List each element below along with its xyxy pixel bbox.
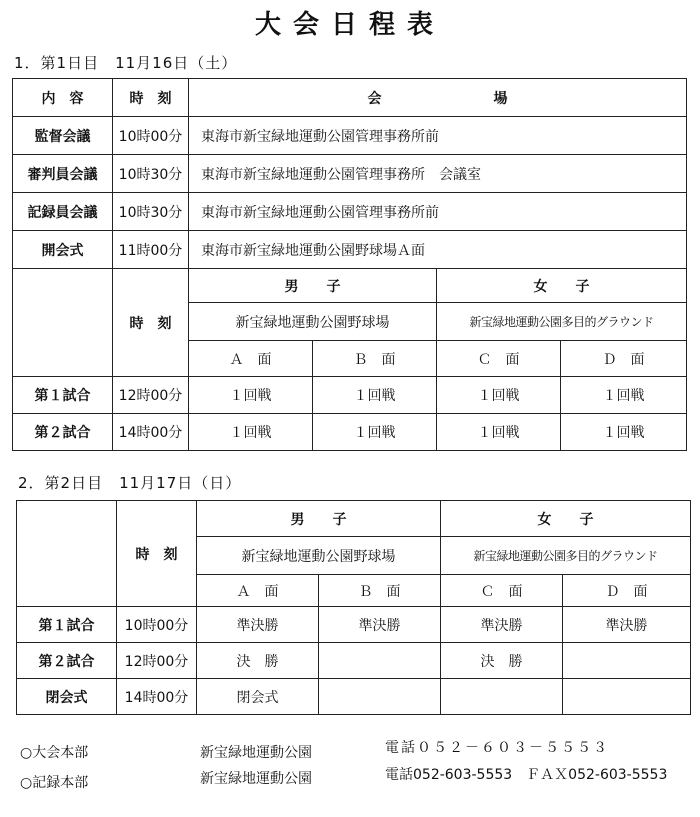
table-row <box>17 679 691 715</box>
game-cell: 準決勝 <box>319 607 441 643</box>
game-cell: １回戦 <box>189 414 313 451</box>
day1-games-gender-row <box>13 269 687 303</box>
game-time: 10時00分 <box>117 607 197 643</box>
day1-header-row <box>13 79 687 117</box>
row-venue: 東海市新宝緑地運動公園管理事務所前 <box>189 193 687 231</box>
table-row <box>13 193 687 231</box>
table-row <box>13 377 687 414</box>
game-cell: 準決勝 <box>563 607 691 643</box>
page-title: 大会日程表 <box>254 10 445 40</box>
day1-heading: 1．第1日目 11月16日（土） <box>14 54 238 72</box>
field-a: Ａ 面 <box>189 341 313 377</box>
day2-schedule-table <box>16 500 691 715</box>
women-venue: 新宝緑地運動公園多目的グラウンド <box>441 537 691 575</box>
game-cell: １回戦 <box>313 414 437 451</box>
men-venue: 新宝緑地運動公園野球場 <box>197 537 441 575</box>
game-time: 12時00分 <box>117 643 197 679</box>
game-cell: 閉会式 <box>197 679 319 715</box>
day2-heading: 2．第2日目 11月17日（日） <box>18 474 242 492</box>
field-c: Ｃ 面 <box>441 575 563 607</box>
game-cell: １回戦 <box>437 377 561 414</box>
day2-games-gender-row <box>17 501 691 537</box>
rec-tel: 電話052-603-5553 ＦＡＸ052-603-5553 <box>385 767 668 783</box>
games-time-label: 時 刻 <box>113 269 189 377</box>
field-c: Ｃ 面 <box>437 341 561 377</box>
header-time: 時 刻 <box>113 79 189 117</box>
field-d: Ｄ 面 <box>563 575 691 607</box>
game-item: 閉会式 <box>17 679 117 715</box>
game-item: 第１試合 <box>17 607 117 643</box>
row-venue: 東海市新宝緑地運動公園管理事務所前 <box>189 117 687 155</box>
table-row <box>13 231 687 269</box>
game-cell: １回戦 <box>561 377 687 414</box>
row-time: 11時00分 <box>113 231 189 269</box>
table-row <box>13 155 687 193</box>
row-time: 10時30分 <box>113 155 189 193</box>
row-venue: 東海市新宝緑地運動公園管理事務所 会議室 <box>189 155 687 193</box>
games-time-label: 時 刻 <box>117 501 197 607</box>
table-row <box>17 643 691 679</box>
men-label: 男 子 <box>197 501 441 537</box>
row-time: 10時30分 <box>113 193 189 231</box>
rec-place: 新宝緑地運動公園 <box>200 771 312 787</box>
hq-label: ○大会本部 <box>20 745 89 761</box>
hq-place: 新宝緑地運動公園 <box>200 745 312 761</box>
game-item: 第１試合 <box>13 377 113 414</box>
table-row <box>17 607 691 643</box>
row-venue: 東海市新宝緑地運動公園野球場Ａ面 <box>189 231 687 269</box>
row-item: 審判員会議 <box>13 155 113 193</box>
game-time: 12時00分 <box>113 377 189 414</box>
game-cell <box>441 679 563 715</box>
game-cell: 準決勝 <box>197 607 319 643</box>
header-item: 内 容 <box>13 79 113 117</box>
blank-cell <box>17 501 117 607</box>
women-label: 女 子 <box>441 501 691 537</box>
game-time: 14時00分 <box>113 414 189 451</box>
game-cell <box>319 643 441 679</box>
game-cell: 決 勝 <box>441 643 563 679</box>
field-a: Ａ 面 <box>197 575 319 607</box>
row-item: 監督会議 <box>13 117 113 155</box>
game-cell: １回戦 <box>313 377 437 414</box>
game-cell: １回戦 <box>561 414 687 451</box>
game-cell <box>563 679 691 715</box>
rec-label: ○記録本部 <box>20 775 89 791</box>
table-row <box>13 414 687 451</box>
blank-cell <box>13 269 113 377</box>
game-cell: １回戦 <box>437 414 561 451</box>
game-cell <box>563 643 691 679</box>
women-label: 女 子 <box>437 269 687 303</box>
field-b: Ｂ 面 <box>319 575 441 607</box>
hq-tel: 電話０５２－６０３－５５５３ <box>385 740 609 756</box>
women-venue: 新宝緑地運動公園多目的グラウンド <box>437 303 687 341</box>
row-item: 開会式 <box>13 231 113 269</box>
table-row <box>13 117 687 155</box>
game-cell: １回戦 <box>189 377 313 414</box>
field-b: Ｂ 面 <box>313 341 437 377</box>
game-time: 14時00分 <box>117 679 197 715</box>
field-d: Ｄ 面 <box>561 341 687 377</box>
men-venue: 新宝緑地運動公園野球場 <box>189 303 437 341</box>
game-cell <box>319 679 441 715</box>
header-venue: 会 場 <box>189 79 687 117</box>
game-item: 第２試合 <box>17 643 117 679</box>
row-item: 記録員会議 <box>13 193 113 231</box>
game-cell: 決 勝 <box>197 643 319 679</box>
day1-schedule-table <box>12 78 687 451</box>
men-label: 男 子 <box>189 269 437 303</box>
game-item: 第２試合 <box>13 414 113 451</box>
game-cell: 準決勝 <box>441 607 563 643</box>
row-time: 10時00分 <box>113 117 189 155</box>
